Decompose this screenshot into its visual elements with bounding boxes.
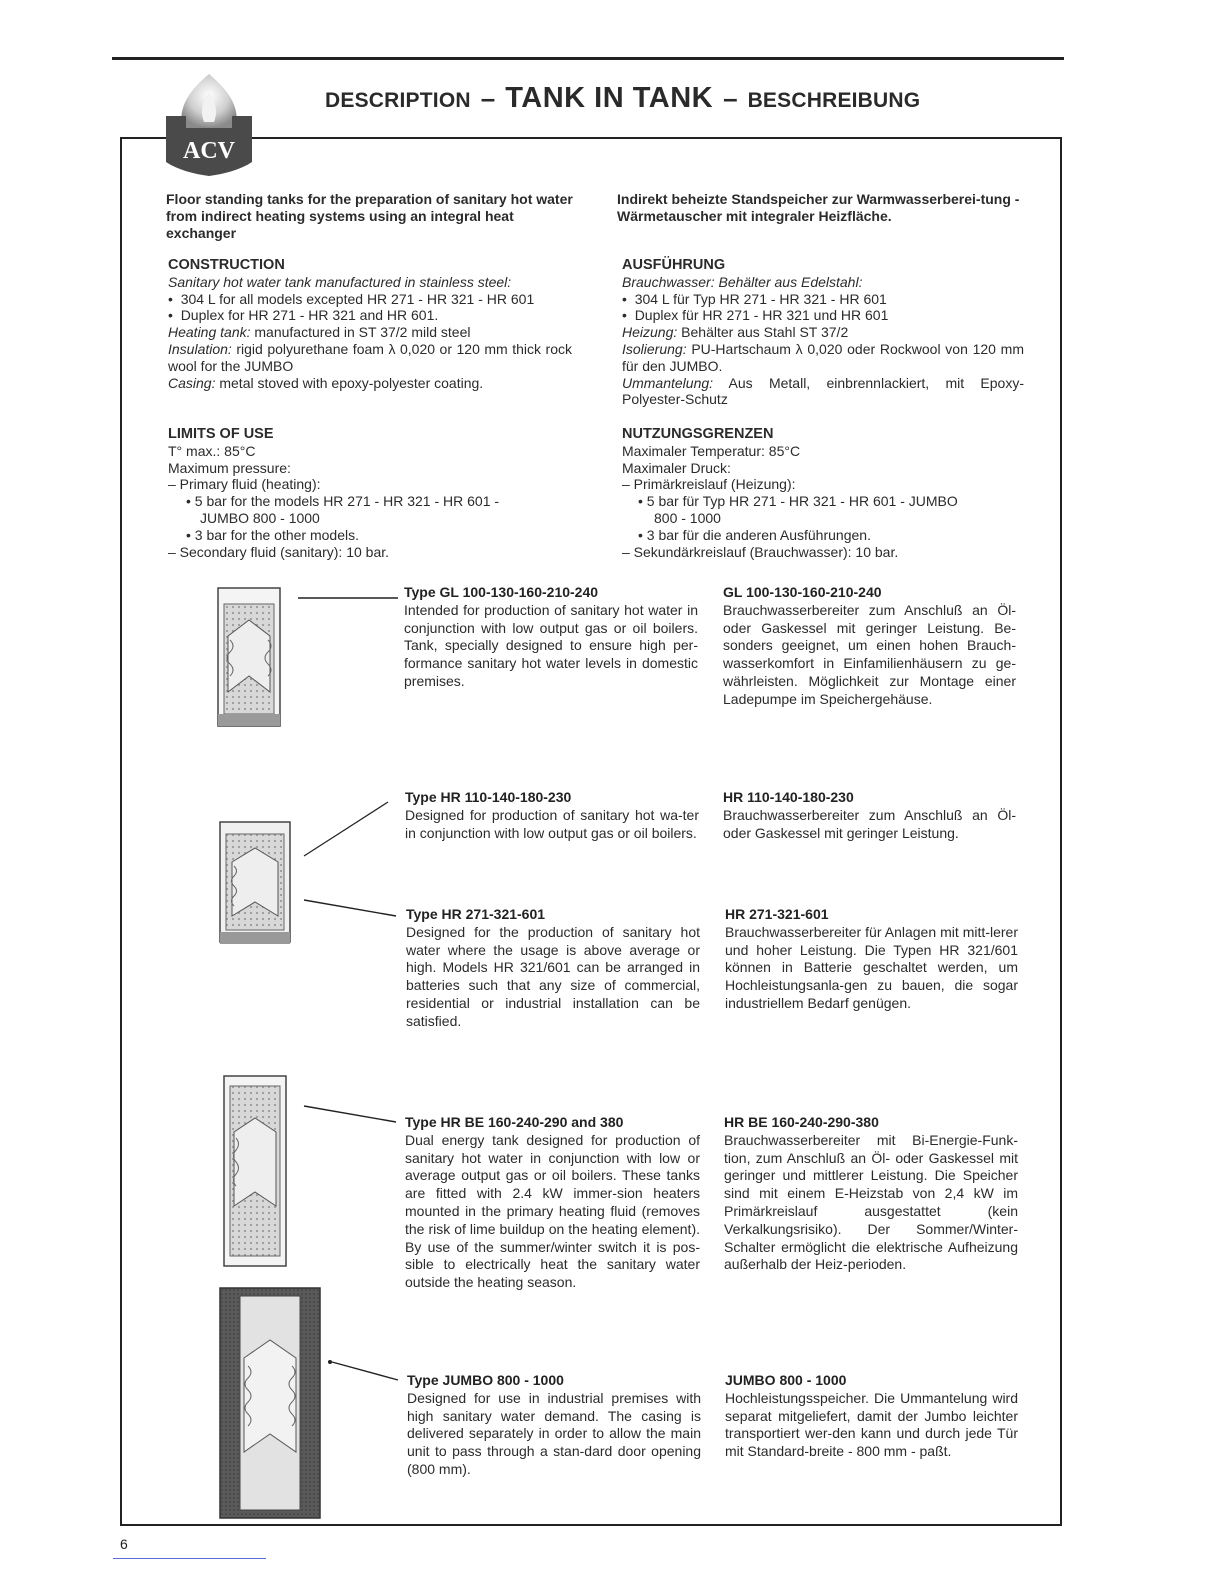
intro-en: Floor standing tanks for the preparation of sanitary hot water from indirect heating systems using an integral heat exchanger — [166, 191, 573, 241]
brand-label: ACV — [183, 138, 235, 164]
tank-jumbo-figure — [220, 1288, 398, 1518]
product-hr271-en: Type HR 271-321-601 Designed for the production of sanitary hot water where the usage is above average or high. Models HR 321/601 can be arranged in batteries such that any size of commercial, residential or industrial installation can be satisfied. — [406, 906, 700, 1029]
product-jumbo-en: Type JUMBO 800 - 1000 Designed for use in industrial premises with high sanitary water demand. The casing is delivered separately in order to allow the main unit to pass through a stan-dard door opening (800 mm). — [407, 1372, 701, 1477]
ausfuehrung-heading: AUSFÜHRUNG — [622, 257, 726, 273]
page-number: 6 — [120, 1536, 128, 1552]
tank-illustrations — [200, 580, 410, 1540]
construction-en: CONSTRUCTION Sanitary hot water tank manufactured in stainless steel: • 304 L for all models excepted HR 271 - HR 321 - HR 601 • Duplex for HR 271 - HR 321 and HR 601. Heating tank: manufactured in ST 37/2 mild steel Insulation: rigid polyurethane foam λ 0,020 or 120 mm thick rock wool for the JUMBO Casing: metal stoved with epoxy-polyester coating. — [168, 257, 572, 391]
title-beschreibung: BESCHREIBUNG — [747, 89, 921, 112]
tank-gl-figure — [218, 588, 398, 726]
limits-de: NUTZUNGSGRENZEN Maximaler Temperatur: 85°C Maximaler Druck: – Primärkreislauf (Heizung): • 5 bar für Typ HR 271 - HR 321 - HR 601 - JUMBO 800 - 1000 • 3 bar für die anderen Ausführungen. – Sekundärkreislauf (Brauchwasser): 10 bar. — [622, 426, 1024, 560]
title-tank-in-tank: TANK IN TANK — [505, 82, 714, 114]
acv-logo — [160, 70, 258, 180]
construction-de: AUSFÜHRUNG Brauchwasser: Behälter aus Edelstahl: • 304 L für Typ HR 271 - HR 321 - HR 601 • Duplex für HR 271 - HR 321 und HR 601 Heizung: Behälter aus Stahl ST 37/2 Isolierung: PU-Hartschaum λ 0,020 oder Rockwool von 120 mm für den JUMBO. Ummantelung: Aus Metall, einbrennlackiert, mit Epoxy-Polyester-Schutz — [622, 257, 1024, 408]
intro-de: Indirekt beheizte Standspeicher zur Warmwasserberei-tung - Wärmetauscher mit integraler Heizfläche. — [617, 191, 1020, 224]
product-hrbe-en: Type HR BE 160-240-290 and 380 Dual energy tank designed for production of sanitary hot water in conjunction with low or average output gas or oil boilers. These tanks are fitted with 2.4 kW immer-sion heaters mounted in the primary heating fluid (removes the risk of lime buildup on the heating element). By use of the summer/winter switch it is pos-sible to electrically heat the sanitary water outside the heating season. — [405, 1114, 700, 1291]
product-jumbo-de: JUMBO 800 - 1000 Hochleistungsspeicher. Die Ummantelung wird separat mitgeliefert, damit der Jumbo leichter transportiert wer-den kann und durch jede Tür mit Standard-breite - 800 mm - paßt. — [725, 1372, 1018, 1460]
product-hrbe-de: HR BE 160-240-290-380 Brauchwasserbereiter mit Bi-Energie-Funk-tion, zum Anschluß an Öl- oder Gaskessel mit geringer und mittlerer Leistung. Die Speicher sind mit einem E-Heizstab von 2,4 kW im Primärkreislauf ausgestattet (kein Verkalkungsrisiko). Der Sommer/Winter-Schalter ermöglicht die elektrische Aufheizung außerhalb der Heiz-perioden. — [724, 1114, 1018, 1273]
product-gl-en: Type GL 100-130-160-210-240 Intended for production of sanitary hot water in conjunction with low output gas or oil boilers. Tank, specially designed to ensure high per-formance sanitary hot water levels in domestic premises. — [404, 584, 698, 689]
product-hr110-de: HR 110-140-180-230 Brauchwasserbereiter zum Anschluß an Öl-oder Gaskessel mit geringer Leistung. — [723, 789, 1016, 841]
product-hr271-de: HR 271-321-601 Brauchwasserbereiter für Anlagen mit mitt-lerer und hoher Leistung. Die Typen HR 321/601 können in Batterie geschaltet werden, um Hochleistungsanla-gen zu bauen, die sogar industriellem Bedarf genügen. — [725, 906, 1018, 1011]
tank-hr110-figure — [220, 802, 396, 944]
footer-line — [113, 1558, 266, 1559]
tank-hrbe-figure — [224, 1076, 396, 1266]
nutzungsgrenzen-heading: NUTZUNGSGRENZEN — [622, 426, 774, 442]
construction-heading: CONSTRUCTION — [168, 257, 285, 273]
title-description: DESCRIPTION — [325, 89, 471, 112]
limits-en: LIMITS OF USE T° max.: 85°C Maximum pressure: – Primary fluid (heating): • 5 bar for the models HR 271 - HR 321 - HR 601 - JUMBO 800 - 1000 • 3 bar for the other models. – Secondary fluid (sanitary): 10 bar. — [168, 426, 572, 560]
page-title: DESCRIPTION – TANK IN TANK – BESCHREIBUNG — [325, 82, 921, 114]
limits-heading: LIMITS OF USE — [168, 426, 274, 442]
top-rule — [112, 57, 1064, 60]
product-hr110-en: Type HR 110-140-180-230 Designed for production of sanitary hot wa-ter in conjunction with low output gas or oil boilers. — [405, 789, 699, 841]
product-gl-de: GL 100-130-160-210-240 Brauchwasserbereiter zum Anschluß an Öl-oder Gaskessel mit geringer Leistung. Be-sonders geeignet, um einen hohen Brauch-wasserkomfort in Einfamilienhäusern zu ge-währleisten. Möglichkeit zur Montage einer Ladepumpe im Speichergehäuse. — [723, 584, 1016, 707]
